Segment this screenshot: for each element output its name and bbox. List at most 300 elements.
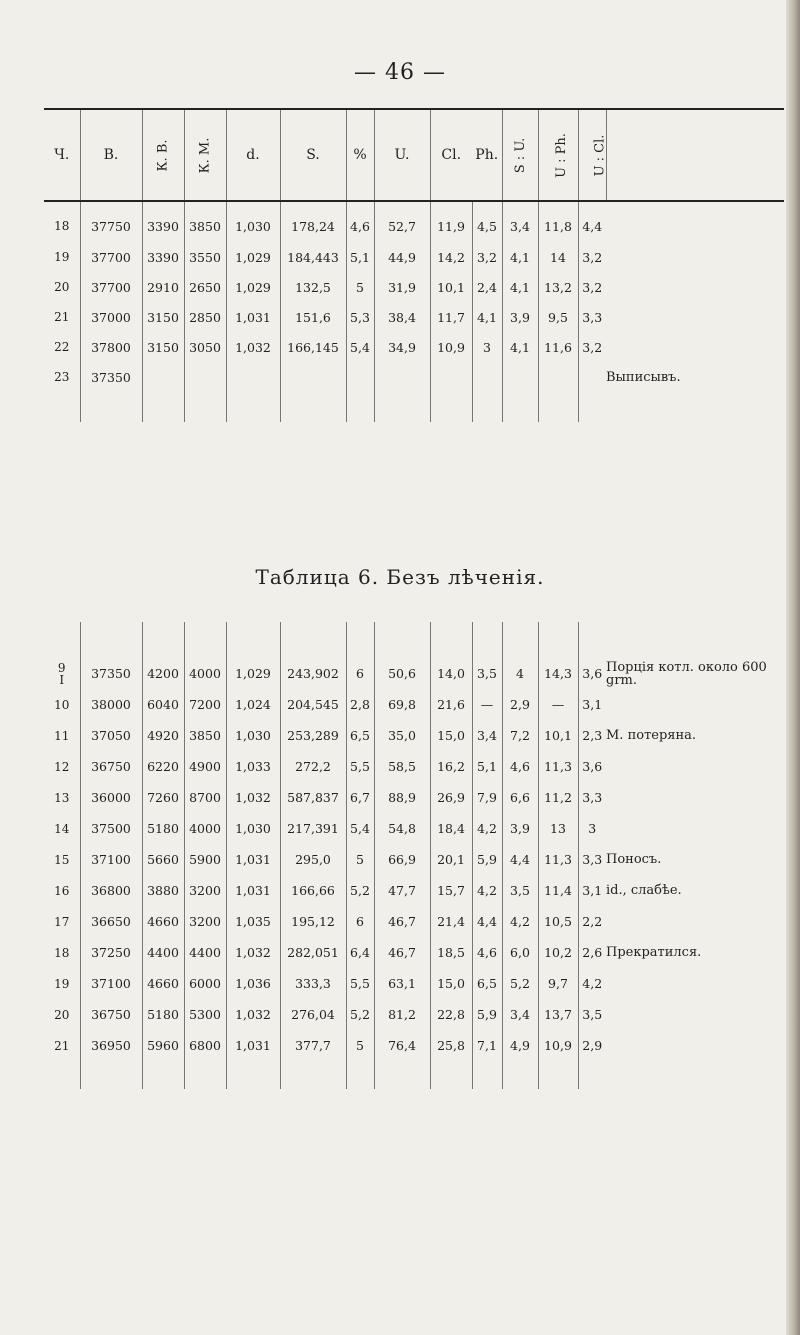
col-header-kv-label: К. В.: [155, 139, 171, 172]
table-row: [44, 201, 784, 242]
table-cell: 22,8: [430, 999, 472, 1030]
spacer-cell: [578, 1061, 606, 1089]
spacer-cell: [430, 1061, 472, 1089]
table-cell: 11,3: [538, 844, 578, 875]
table-cell: 63,1: [374, 968, 430, 999]
table-cell: 3,4: [502, 999, 538, 1030]
table-cell: 46,7: [374, 906, 430, 937]
table-cell: 38,4: [374, 302, 430, 332]
table-cell: 10,9: [430, 332, 472, 362]
spacer-cell: [430, 392, 472, 422]
table-cell: 8700: [184, 782, 226, 813]
col-header-s-u-label: S : U.: [512, 137, 528, 174]
table-cell: 3: [578, 813, 606, 844]
col-header-u-cl-label: U : Cl.: [591, 134, 607, 177]
table-cell: 13,7: [538, 999, 578, 1030]
table-cell: 1,033: [226, 751, 280, 782]
table-cell: 3390: [142, 201, 184, 242]
table-cell: 3150: [142, 302, 184, 332]
table-cell: 333,3: [280, 968, 346, 999]
spacer-cell: [44, 392, 80, 422]
table-cell: 4,1: [472, 302, 502, 332]
col-header-s-u: [502, 109, 538, 201]
table-cell: 11,4: [538, 875, 578, 906]
table-cell: 37100: [80, 968, 142, 999]
table-cell: 9,7: [538, 968, 578, 999]
table-cell: 1,032: [226, 782, 280, 813]
table-cell: 16,2: [430, 751, 472, 782]
table-cell: 5,2: [502, 968, 538, 999]
col-header-d: d.: [226, 109, 280, 201]
col-header-percent: %: [346, 109, 374, 201]
table-cell: 4,6: [502, 751, 538, 782]
table-cell: 37800: [80, 332, 142, 362]
table-cell: [538, 362, 578, 392]
table-cell: 3,9: [502, 302, 538, 332]
table-cell: 4,6: [346, 201, 374, 242]
table-1-header-row: [44, 109, 784, 201]
col-header-km-label: К. М.: [197, 137, 213, 174]
table-cell: 1,031: [226, 1030, 280, 1061]
row-hour-cell: 16: [54, 883, 70, 898]
table-cell: 11,7: [430, 302, 472, 332]
table-cell: 66,9: [374, 844, 430, 875]
spacer-cell: [280, 392, 346, 422]
table-cell: 5,5: [346, 751, 374, 782]
table-cell: 5,1: [472, 751, 502, 782]
table-cell: 2910: [142, 272, 184, 302]
table-cell: 5180: [142, 813, 184, 844]
table-cell: 6000: [184, 968, 226, 999]
table-cell: 178,24: [280, 201, 346, 242]
table-cell: 5,1: [346, 242, 374, 272]
row-note: id., слабѣе.: [606, 883, 682, 898]
table-cell: 2850: [184, 302, 226, 332]
table-cell: 4,2: [472, 813, 502, 844]
table-cell: 3,3: [578, 782, 606, 813]
table-cell: 35,0: [374, 720, 430, 751]
row-note: Прекратился.: [606, 945, 702, 960]
table-cell: 3,2: [578, 272, 606, 302]
table-cell: 3880: [142, 875, 184, 906]
table-cell: 1,029: [226, 272, 280, 302]
table-cell: 3150: [142, 332, 184, 362]
col-header-u-cl: [578, 109, 606, 201]
table-cell: 6220: [142, 751, 184, 782]
table-cell: 1,024: [226, 689, 280, 720]
table-cell: 5,2: [346, 875, 374, 906]
table-cell: 2,2: [578, 906, 606, 937]
table-cell: 3,4: [472, 720, 502, 751]
table-cell: 37100: [80, 844, 142, 875]
table-cell: [142, 362, 184, 392]
spacer-cell: [606, 392, 784, 422]
table-cell: 36750: [80, 999, 142, 1030]
table-row: [44, 242, 784, 272]
spacer-cell: [472, 392, 502, 422]
spacer-cell: [538, 392, 578, 422]
spacer-cell: [80, 1061, 142, 1089]
table-cell: 36950: [80, 1030, 142, 1061]
table-cell: —: [538, 689, 578, 720]
table-cell: 37500: [80, 813, 142, 844]
row-note: [606, 689, 784, 720]
table-cell: 1,032: [226, 999, 280, 1030]
table-cell: 21,4: [430, 906, 472, 937]
table-cell: 5,9: [472, 844, 502, 875]
table-cell: 4,5: [472, 201, 502, 242]
table-cell: 4660: [142, 906, 184, 937]
table-row: [44, 968, 784, 999]
table-cell: [374, 362, 430, 392]
table-cell: 1,030: [226, 813, 280, 844]
table-cell: 37350: [80, 362, 142, 392]
row-note: Выписывъ.: [606, 369, 681, 385]
table-cell: 3550: [184, 242, 226, 272]
table-cell: 5960: [142, 1030, 184, 1061]
table-cell: 1,032: [226, 332, 280, 362]
table-cell: 4,1: [502, 272, 538, 302]
table-cell: 37000: [80, 302, 142, 332]
table-cell: 4200: [142, 658, 184, 689]
table-cell: 1,031: [226, 875, 280, 906]
row-hour-cell: 12: [54, 759, 70, 774]
table-cell: 217,391: [280, 813, 346, 844]
table-cell: 2,4: [472, 272, 502, 302]
col-header-cl: Cl.: [430, 109, 472, 201]
table-cell: 3,6: [578, 751, 606, 782]
table-cell: 3,2: [578, 242, 606, 272]
spacer-cell: [374, 1061, 430, 1089]
table-row: [44, 999, 784, 1030]
table-cell: 2,6: [578, 937, 606, 968]
table-cell: 5,4: [346, 813, 374, 844]
table-cell: [184, 362, 226, 392]
table-cell: 11,8: [538, 201, 578, 242]
table-cell: 7260: [142, 782, 184, 813]
table-cell: 11,9: [430, 201, 472, 242]
table-row: [44, 906, 784, 937]
table-row: [44, 689, 784, 720]
spacer-cell: [606, 1061, 784, 1089]
row-hour-cell: 20: [54, 1007, 70, 1022]
spacer-cell: [226, 392, 280, 422]
table-row: [44, 751, 784, 782]
table-row: [44, 844, 784, 875]
col-header-s: S.: [280, 109, 346, 201]
table-cell: 14: [538, 242, 578, 272]
spacer-cell: [472, 1061, 502, 1089]
table-cell: 253,289: [280, 720, 346, 751]
table-cell: 14,0: [430, 658, 472, 689]
row-hour-cell: 20: [54, 280, 70, 294]
spacer-cell: [538, 622, 578, 658]
table-cell: 3,2: [472, 242, 502, 272]
table-cell: 1,035: [226, 906, 280, 937]
table-cell: 184,443: [280, 242, 346, 272]
table-cell: 4,4: [578, 201, 606, 242]
table-cell: 166,66: [280, 875, 346, 906]
table-cell: 11,6: [538, 332, 578, 362]
table-cell: 15,0: [430, 968, 472, 999]
table-cell: 11,2: [538, 782, 578, 813]
table-cell: 10,5: [538, 906, 578, 937]
table-cell: —: [472, 689, 502, 720]
table-cell: 6800: [184, 1030, 226, 1061]
col-header-hour: Ч.: [44, 109, 80, 201]
spacer-cell: [226, 1061, 280, 1089]
spacer-cell: [502, 622, 538, 658]
table-cell: 54,8: [374, 813, 430, 844]
table-cell: 69,8: [374, 689, 430, 720]
table-cell: 6,6: [502, 782, 538, 813]
table-cell: 4,6: [472, 937, 502, 968]
table-cell: 4,1: [502, 332, 538, 362]
spacer-cell: [184, 392, 226, 422]
row-note: [606, 332, 784, 362]
row-hour-cell: 21: [54, 310, 70, 324]
table-cell: 44,9: [374, 242, 430, 272]
table-cell: 1,029: [226, 242, 280, 272]
table-cell: 4000: [184, 813, 226, 844]
row-hour-cell: 14: [54, 821, 70, 836]
table-cell: 5660: [142, 844, 184, 875]
table-cell: [430, 362, 472, 392]
table-cell: 1,030: [226, 201, 280, 242]
table-cell: [346, 362, 374, 392]
table-cell: 20,1: [430, 844, 472, 875]
table-cell: 3,3: [578, 302, 606, 332]
spacer-cell: [606, 622, 784, 658]
table-cell: 36000: [80, 782, 142, 813]
table-row: [44, 302, 784, 332]
spacer-cell: [578, 392, 606, 422]
table-cell: 3,5: [472, 658, 502, 689]
spacer-cell: [142, 392, 184, 422]
spacer-cell: [142, 1061, 184, 1089]
table-cell: 15,7: [430, 875, 472, 906]
table-cell: 204,545: [280, 689, 346, 720]
table-cell: 3,3: [578, 844, 606, 875]
table-cell: 14,2: [430, 242, 472, 272]
spacer-cell: [184, 622, 226, 658]
table-cell: 5,2: [346, 999, 374, 1030]
spacer-cell: [374, 392, 430, 422]
table-cell: 6,4: [346, 937, 374, 968]
table-cell: 377,7: [280, 1030, 346, 1061]
table-cell: 2,3: [578, 720, 606, 751]
table-row: [44, 937, 784, 968]
table-1: [44, 108, 784, 422]
table-cell: 1,032: [226, 937, 280, 968]
table-cell: 1,036: [226, 968, 280, 999]
table-row: [44, 875, 784, 906]
spacer-cell: [44, 622, 80, 658]
spacer-cell: [578, 622, 606, 658]
table-cell: 13,2: [538, 272, 578, 302]
table-cell: 3,1: [578, 689, 606, 720]
table-cell: 5: [346, 844, 374, 875]
table-cell: 31,9: [374, 272, 430, 302]
row-note: Порція котл. около 600 grm.: [606, 659, 767, 688]
table-cell: 1,030: [226, 720, 280, 751]
table-cell: 37250: [80, 937, 142, 968]
table-cell: 47,7: [374, 875, 430, 906]
table-cell: 14,3: [538, 658, 578, 689]
spacer-cell: [472, 622, 502, 658]
table-cell: 3050: [184, 332, 226, 362]
row-note: [606, 272, 784, 302]
spacer-cell: [538, 1061, 578, 1089]
table-cell: 3850: [184, 720, 226, 751]
row-hour-cell: 18: [54, 945, 70, 960]
table-cell: 295,0: [280, 844, 346, 875]
table-cell: 37350: [80, 658, 142, 689]
table-cell: 3850: [184, 201, 226, 242]
col-header-ph: Ph.: [472, 109, 502, 201]
table-cell: 37700: [80, 242, 142, 272]
table-cell: 1,031: [226, 302, 280, 332]
spacer-cell: [80, 392, 142, 422]
col-header-b: B.: [80, 109, 142, 201]
table-cell: 5180: [142, 999, 184, 1030]
table-cell: [578, 362, 606, 392]
table-cell: 7,9: [472, 782, 502, 813]
table-cell: 6040: [142, 689, 184, 720]
table-cell: 3,4: [502, 201, 538, 242]
table-cell: 36750: [80, 751, 142, 782]
table-row: [44, 813, 784, 844]
table-2: [44, 622, 784, 1089]
spacer-cell: [184, 1061, 226, 1089]
table-cell: 11,3: [538, 751, 578, 782]
spacer-cell: [502, 1061, 538, 1089]
spacer-cell: [80, 622, 142, 658]
spacer-cell: [346, 392, 374, 422]
table-cell: 4: [502, 658, 538, 689]
row-note: [606, 782, 784, 813]
table-cell: 3: [472, 332, 502, 362]
table-cell: [226, 362, 280, 392]
table-cell: 4900: [184, 751, 226, 782]
table-cell: 4000: [184, 658, 226, 689]
table-cell: 15,0: [430, 720, 472, 751]
col-header-notes: [606, 109, 784, 201]
table-cell: 88,9: [374, 782, 430, 813]
table-cell: 7,2: [502, 720, 538, 751]
table-cell: 46,7: [374, 937, 430, 968]
spacer-cell: [226, 622, 280, 658]
row-note: [606, 906, 784, 937]
table-cell: 5: [346, 272, 374, 302]
table-cell: 13: [538, 813, 578, 844]
table-cell: 2650: [184, 272, 226, 302]
table-cell: 37750: [80, 201, 142, 242]
table-cell: 4400: [184, 937, 226, 968]
spacer-cell: [502, 392, 538, 422]
col-header-kv: [142, 109, 184, 201]
row-hour-cell: 19: [54, 250, 70, 264]
table-cell: 26,9: [430, 782, 472, 813]
table-cell: 4,2: [502, 906, 538, 937]
row-hour-cell: 15: [54, 852, 70, 867]
table-cell: 3,9: [502, 813, 538, 844]
table-cell: 3,1: [578, 875, 606, 906]
spacer-row: [44, 622, 784, 658]
row-note: [606, 751, 784, 782]
table-cell: 58,5: [374, 751, 430, 782]
spacer-cell: [44, 1061, 80, 1089]
table-cell: [472, 362, 502, 392]
row-hour-cell: 17: [54, 914, 70, 929]
table-cell: 4920: [142, 720, 184, 751]
table-row: [44, 362, 784, 392]
row-hour-cell: 9 I: [57, 660, 66, 687]
table-cell: 4660: [142, 968, 184, 999]
spacer-cell: [374, 622, 430, 658]
table-cell: 272,2: [280, 751, 346, 782]
row-note: Поносъ.: [606, 852, 662, 867]
table-cell: 21,6: [430, 689, 472, 720]
table-cell: 3,5: [578, 999, 606, 1030]
table-cell: 3,2: [578, 332, 606, 362]
page-edge-shadow: [786, 0, 800, 1335]
table-cell: 10,1: [538, 720, 578, 751]
table-cell: 10,2: [538, 937, 578, 968]
row-hour-cell: 21: [54, 1038, 70, 1053]
table-cell: 3,6: [578, 658, 606, 689]
spacer-cell: [430, 622, 472, 658]
table-cell: 5300: [184, 999, 226, 1030]
table-cell: 7,1: [472, 1030, 502, 1061]
col-header-u: U.: [374, 109, 430, 201]
col-header-u-ph: [538, 109, 578, 201]
row-hour-cell: 23: [54, 370, 70, 384]
table-cell: 18,5: [430, 937, 472, 968]
table-2-title: Таблица 6. Безъ лѣченія.: [255, 565, 545, 589]
table-cell: 36800: [80, 875, 142, 906]
table-cell: 5900: [184, 844, 226, 875]
spacer-cell: [346, 1061, 374, 1089]
table-cell: 10,9: [538, 1030, 578, 1061]
table-cell: 4,4: [472, 906, 502, 937]
row-note: [606, 813, 784, 844]
row-hour-cell: 13: [54, 790, 70, 805]
table-cell: 282,051: [280, 937, 346, 968]
table-cell: 52,7: [374, 201, 430, 242]
page-number: — 46 —: [354, 60, 446, 85]
spacer-cell: [142, 622, 184, 658]
row-hour-cell: 22: [54, 340, 70, 354]
table-cell: 2,8: [346, 689, 374, 720]
table-cell: 132,5: [280, 272, 346, 302]
table-cell: 7200: [184, 689, 226, 720]
table-cell: 6,7: [346, 782, 374, 813]
table-row: [44, 658, 784, 689]
table-cell: 2,9: [578, 1030, 606, 1061]
table-cell: 4,2: [472, 875, 502, 906]
table-row: [44, 782, 784, 813]
table-cell: 50,6: [374, 658, 430, 689]
table-cell: 6: [346, 658, 374, 689]
row-note: [606, 1030, 784, 1061]
table-cell: 195,12: [280, 906, 346, 937]
row-note: [606, 242, 784, 272]
table-cell: 81,2: [374, 999, 430, 1030]
table-cell: 2,9: [502, 689, 538, 720]
table-cell: 5,4: [346, 332, 374, 362]
table-cell: 4,9: [502, 1030, 538, 1061]
